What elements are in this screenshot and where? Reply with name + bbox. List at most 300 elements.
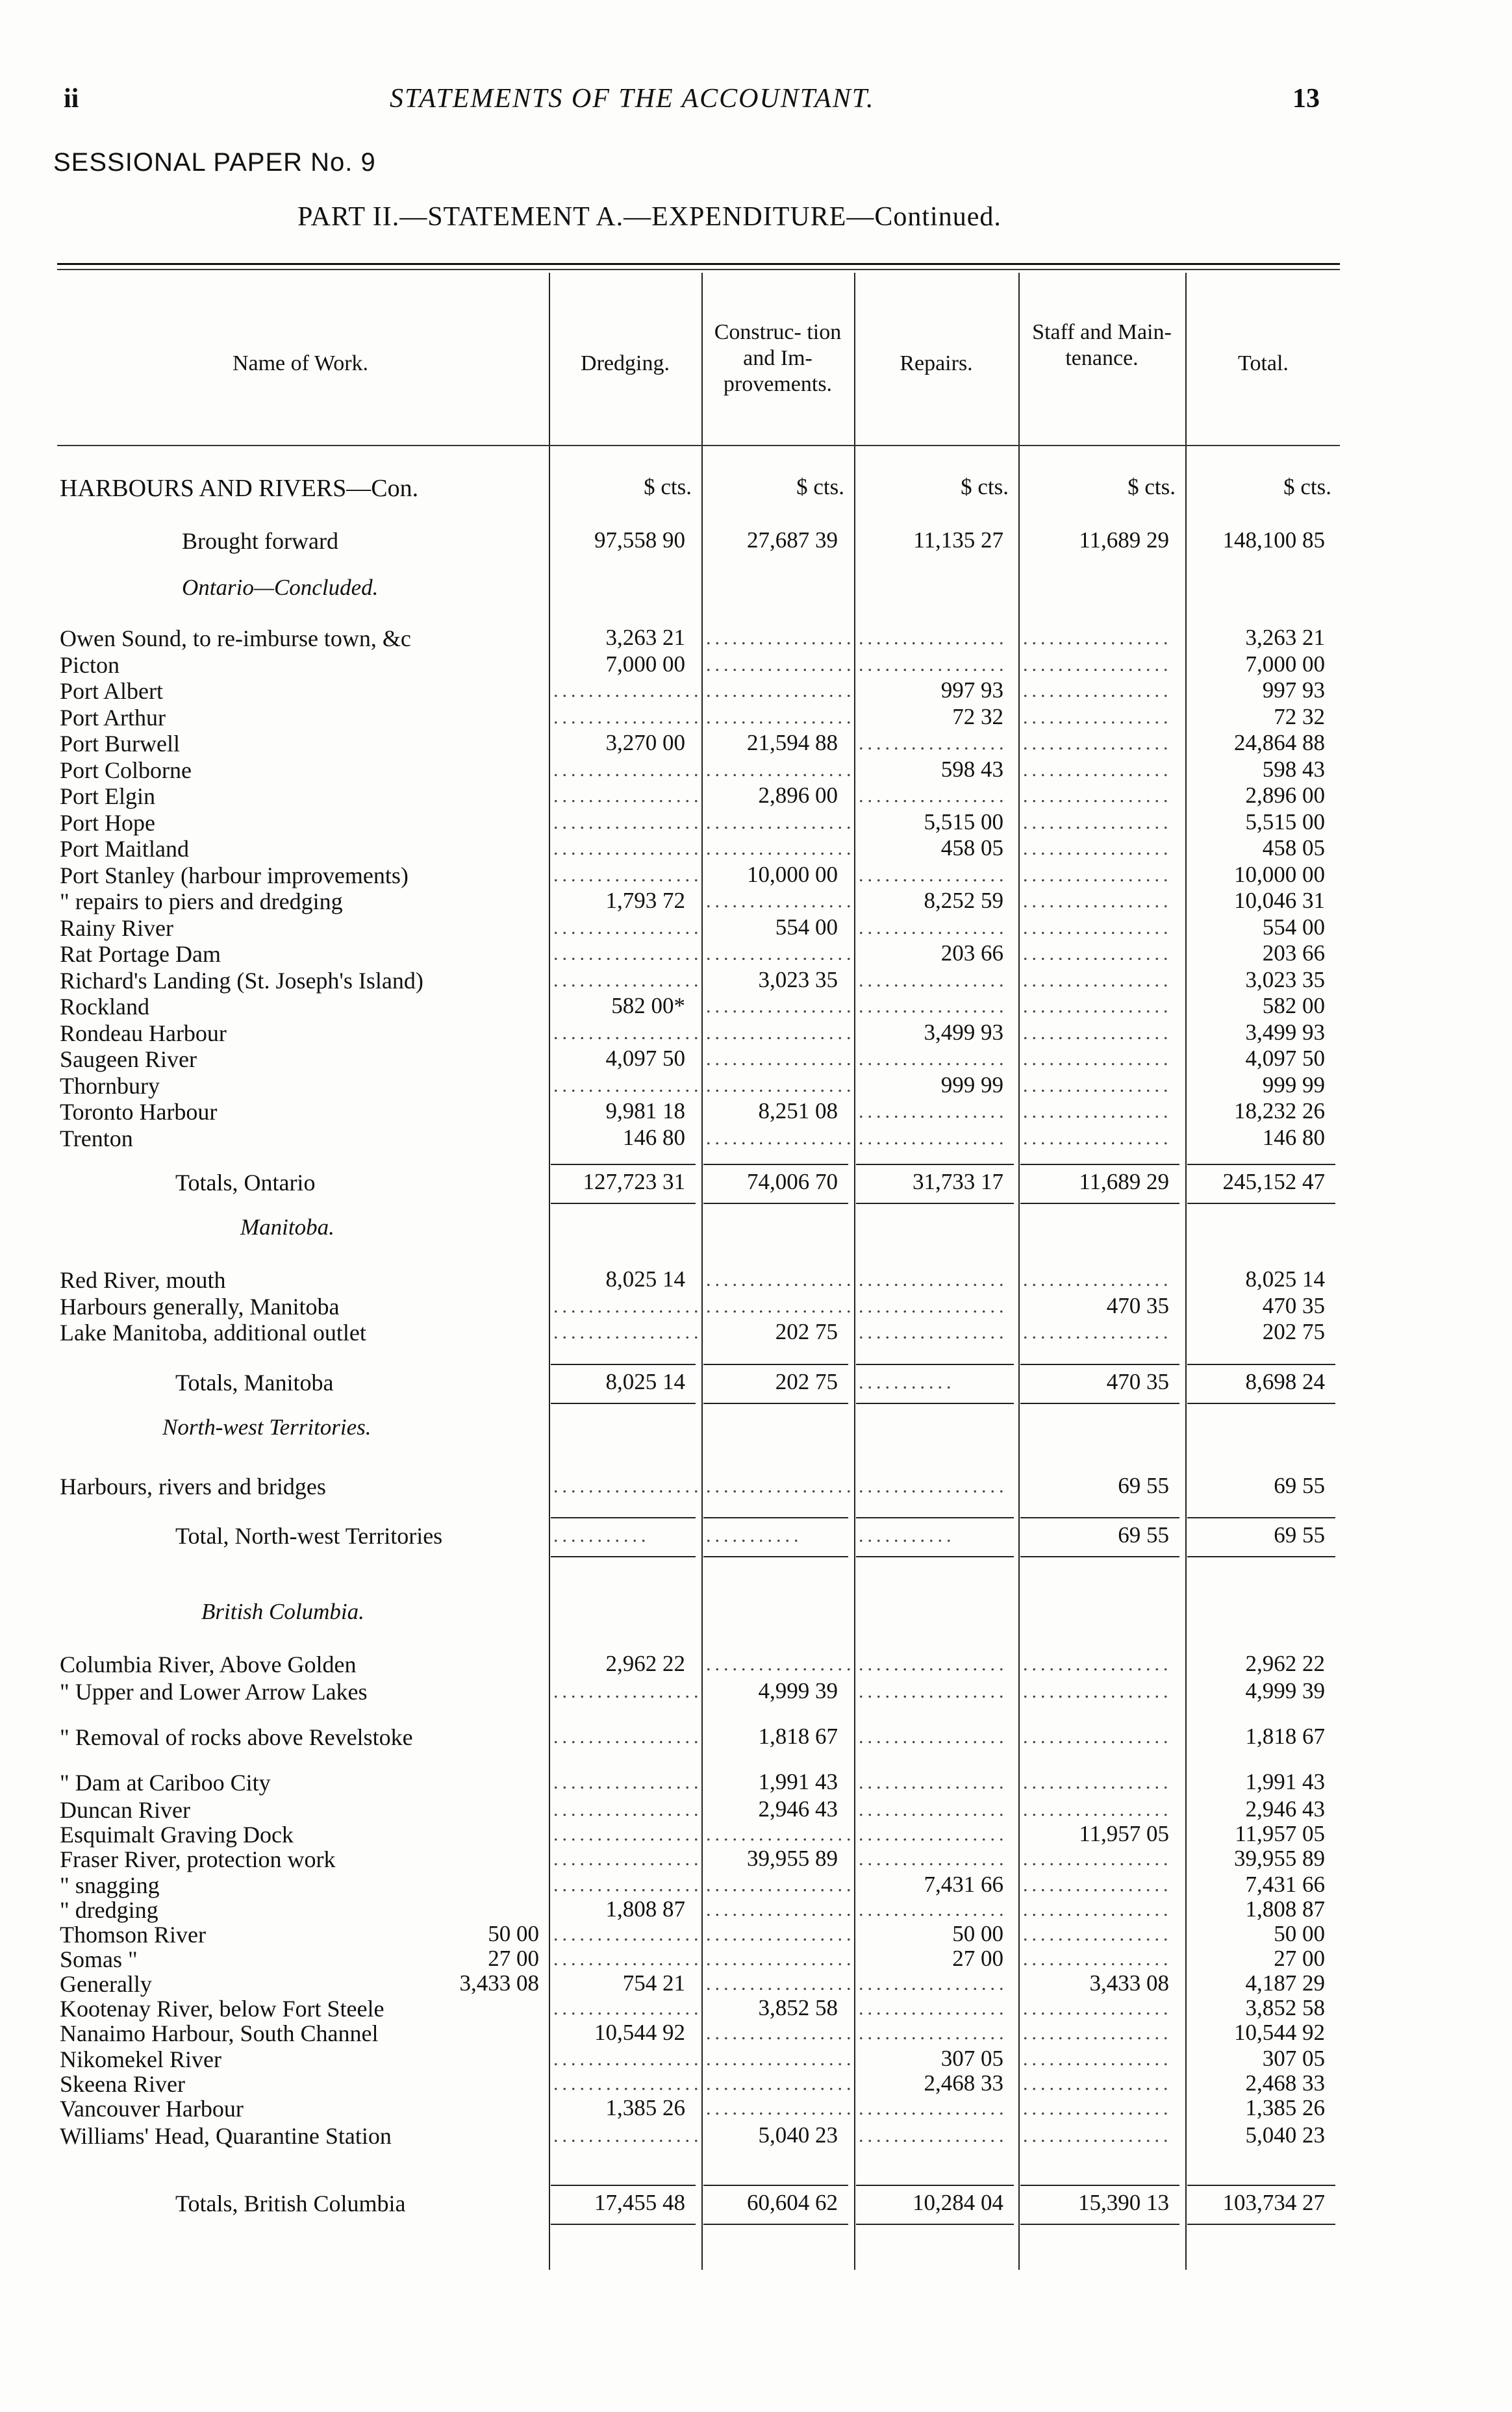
unit-label: $ cts. [644, 474, 692, 499]
row-total: 3,263 21 [1245, 625, 1325, 650]
row-name: " snagging [60, 1872, 160, 1898]
leader-dots: ................. [553, 838, 703, 859]
leader-dots: ................. [1023, 916, 1172, 938]
row-construction: 10,000 00 [747, 861, 838, 887]
row-staff: 69 55 [1118, 1473, 1169, 1498]
row-total: 5,515 00 [1245, 809, 1325, 835]
leader-dots: ................. [1023, 2098, 1172, 2119]
total-rule [856, 1164, 1014, 1165]
leader-dots: ................. [553, 811, 703, 833]
total-rule-bottom [703, 1556, 848, 1557]
section-heading-ontario: Ontario—Concluded. [182, 575, 379, 600]
leader-dots: ................. [1023, 2073, 1172, 2094]
row-dredging: 7,000 00 [605, 651, 685, 677]
top-rule-thin [57, 269, 1340, 270]
column-header-construction: Construc- tion and Im- provements. [714, 320, 842, 396]
row-total: 2,962 22 [1245, 1651, 1325, 1676]
leader-dots: ................. [1023, 733, 1172, 754]
total-rule-bottom [856, 2224, 1014, 2225]
row-dredging: 10,544 92 [594, 2020, 685, 2045]
brought-forward-dredging: 97,558 90 [594, 527, 685, 553]
total-dredging: 127,723 31 [583, 1169, 685, 1194]
leader-dots: ........... [859, 1525, 955, 1546]
total-total: 103,734 27 [1222, 2190, 1325, 2215]
total-rule-bottom [551, 1556, 696, 1557]
section-total-label: Total, North-west Territories [175, 1523, 443, 1549]
leader-dots: ................. [706, 653, 855, 675]
leader-dots: ................. [706, 680, 855, 701]
row-name: Vancouver Harbour [60, 2096, 244, 2122]
total-rule-bottom [1020, 1203, 1179, 1204]
row-repairs: 72 32 [952, 703, 1003, 729]
row-name: Port Hope [60, 809, 155, 836]
leader-dots: ................. [553, 2073, 703, 2094]
row-dredging: 9,981 18 [605, 1098, 685, 1124]
total-total: 245,152 47 [1222, 1169, 1325, 1194]
row-total: 10,046 31 [1234, 888, 1325, 913]
row-total: 999 99 [1262, 1072, 1325, 1098]
total-rule-bottom [1187, 2224, 1335, 2225]
leader-dots: ................. [859, 1824, 1008, 1845]
row-total: 7,000 00 [1245, 651, 1325, 677]
section-total-label: Totals, Manitoba [175, 1370, 334, 1396]
row-total: 1,818 67 [1245, 1724, 1325, 1749]
leader-dots: ................. [859, 1973, 1008, 1994]
column-header-total: Total. [1238, 351, 1289, 375]
leader-dots: ................. [1023, 1022, 1172, 1044]
row-total: 203 66 [1262, 940, 1325, 966]
leader-dots: ................. [553, 1998, 703, 2019]
leader-dots: ................. [553, 1322, 703, 1343]
brought-forward-label: Brought forward [182, 528, 338, 554]
leader-dots: ................. [859, 785, 1008, 807]
unit-label: $ cts. [1283, 474, 1331, 499]
row-name: Somas " [60, 1946, 138, 1972]
column-header-name: Name of Work. [232, 351, 369, 375]
total-rule-bottom [703, 1403, 848, 1404]
leader-dots: ................. [1023, 1848, 1172, 1870]
row-dredging: 2,962 22 [605, 1651, 685, 1676]
leader-dots: ................. [859, 1127, 1008, 1149]
leader-dots: ................. [553, 1948, 703, 1970]
total-rule [1020, 2185, 1179, 2186]
row-total: 4,097 50 [1245, 1046, 1325, 1071]
section-heading-bc: British Columbia. [201, 1599, 364, 1624]
total-construction: 202 75 [775, 1369, 838, 1394]
row-inner-amount: 50 00 [488, 1921, 539, 1946]
total-rule-bottom [703, 1203, 848, 1204]
row-construction: 8,251 08 [758, 1098, 838, 1124]
leader-dots: ................. [859, 1322, 1008, 1343]
leader-dots: ................. [706, 838, 855, 859]
leader-dots: ................. [553, 1799, 703, 1820]
leader-dots: ................. [1023, 759, 1172, 781]
row-total: 39,955 89 [1234, 1846, 1325, 1871]
leader-dots: ................. [553, 759, 703, 781]
col-divider [1018, 273, 1020, 2270]
row-name: Rat Portage Dam [60, 941, 221, 967]
leader-dots: ................. [706, 1476, 855, 1497]
unit-label: $ cts. [961, 474, 1009, 499]
row-total: 18,232 26 [1234, 1098, 1325, 1124]
row-repairs: 27 00 [952, 1946, 1003, 1971]
leader-dots: ................. [706, 890, 855, 912]
leader-dots: ................. [553, 1824, 703, 1845]
row-repairs: 3,499 93 [924, 1019, 1003, 1045]
leader-dots: ................. [1023, 653, 1172, 675]
row-repairs: 997 93 [940, 677, 1003, 703]
row-total: 2,896 00 [1245, 783, 1325, 808]
row-repairs: 8,252 59 [924, 888, 1003, 913]
leader-dots: ................. [553, 1848, 703, 1870]
leader-dots: ................. [553, 1074, 703, 1096]
row-total: 69 55 [1274, 1473, 1325, 1498]
section-heading-manitoba: Manitoba. [240, 1214, 334, 1240]
row-total: 307 05 [1262, 2046, 1325, 2071]
leader-dots: ................. [706, 1824, 855, 1845]
row-total: 458 05 [1262, 835, 1325, 861]
row-total: 3,852 58 [1245, 1995, 1325, 2020]
leader-dots: ................. [553, 1772, 703, 1793]
leader-dots: ................. [706, 2098, 855, 2119]
unit-label: $ cts. [796, 474, 844, 499]
leader-dots: ................. [706, 1269, 855, 1290]
leader-dots: ................. [1023, 1681, 1172, 1702]
leader-dots: ................. [859, 2098, 1008, 2119]
total-rule-bottom [856, 1556, 1014, 1557]
leader-dots: ................. [859, 1048, 1008, 1070]
leader-dots: ................. [1023, 627, 1172, 649]
leader-dots: ................. [553, 1295, 703, 1317]
total-dredging: 17,455 48 [594, 2190, 685, 2215]
total-rule-bottom [1187, 1556, 1335, 1557]
leader-dots: ................. [859, 2125, 1008, 2146]
row-name: Rondeau Harbour [60, 1020, 227, 1046]
row-construction: 5,040 23 [758, 2122, 838, 2148]
running-title: STATEMENTS OF THE ACCOUNTANT. [390, 84, 875, 114]
row-total: 50 00 [1274, 1921, 1325, 1946]
leader-dots: ................. [706, 1973, 855, 1994]
total-rule [856, 2185, 1014, 2186]
row-name: " dredging [60, 1897, 158, 1923]
leader-dots: ................. [859, 1101, 1008, 1122]
leader-dots: ................. [1023, 1924, 1172, 1945]
leader-dots: ................. [553, 916, 703, 938]
leader-dots: ................. [706, 1295, 855, 1317]
top-rule [57, 263, 1340, 265]
total-rule [703, 1164, 848, 1165]
total-rule [856, 1364, 1014, 1365]
total-repairs: 10,284 04 [913, 2190, 1003, 2215]
row-construction: 2,896 00 [758, 783, 838, 808]
leader-dots: ................. [859, 1726, 1008, 1748]
row-total: 1,808 87 [1245, 1896, 1325, 1922]
leader-dots: ................. [706, 1022, 855, 1044]
leader-dots: ................. [859, 1269, 1008, 1290]
leader-dots: ................. [553, 1726, 703, 1748]
row-name: Richard's Landing (St. Joseph's Island) [60, 967, 423, 994]
total-construction: 60,604 62 [747, 2190, 838, 2215]
row-total: 1,991 43 [1245, 1769, 1325, 1794]
row-repairs: 598 43 [940, 756, 1003, 782]
leader-dots: ................. [1023, 1048, 1172, 1070]
total-construction: 74,006 70 [747, 1169, 838, 1194]
row-construction: 1,818 67 [758, 1724, 838, 1749]
col-divider [1185, 273, 1187, 2270]
total-total: 8,698 24 [1245, 1369, 1325, 1394]
total-repairs: 31,733 17 [913, 1169, 1003, 1194]
leader-dots: ................. [706, 627, 855, 649]
row-repairs: 458 05 [940, 835, 1003, 861]
row-name: Port Albert [60, 678, 163, 704]
row-total: 8,025 14 [1245, 1266, 1325, 1292]
col-divider [549, 273, 550, 2270]
section-total-label: Totals, British Columbia [175, 2191, 406, 2217]
row-dredging: 8,025 14 [605, 1266, 685, 1292]
row-name: Owen Sound, to re-imburse town, &c [60, 625, 411, 651]
total-rule-bottom [1187, 1403, 1335, 1404]
col-divider [701, 273, 703, 2270]
row-construction: 554 00 [775, 914, 838, 940]
leader-dots: ................. [859, 916, 1008, 938]
leader-dots: ................. [1023, 1322, 1172, 1343]
row-staff: 470 35 [1106, 1292, 1169, 1318]
leader-dots: ................. [859, 1476, 1008, 1497]
row-construction: 21,594 88 [747, 730, 838, 755]
leader-dots: ................. [706, 2022, 855, 2044]
leader-dots: ................. [859, 733, 1008, 754]
row-total: 1,385 26 [1245, 2095, 1325, 2120]
total-rule-bottom [1020, 2224, 1179, 2225]
leader-dots: ................. [706, 1127, 855, 1149]
row-total: 4,187 29 [1245, 1970, 1325, 1996]
leader-dots: ................. [706, 1899, 855, 1920]
row-total: 146 80 [1262, 1124, 1325, 1150]
leader-dots: ................. [1023, 1799, 1172, 1820]
leader-dots: ................. [706, 943, 855, 964]
sessional-paper-label: SESSIONAL PAPER No. 9 [53, 148, 376, 177]
row-name: Lake Manitoba, additional outlet [60, 1320, 366, 1346]
leader-dots: ................. [706, 996, 855, 1017]
leader-dots: ................. [1023, 890, 1172, 912]
row-name: Thornbury [60, 1072, 160, 1099]
row-total: 27 00 [1274, 1946, 1325, 1971]
row-staff: 3,433 08 [1089, 1970, 1169, 1996]
row-total: 2,468 33 [1245, 2070, 1325, 2096]
leader-dots: ........... [859, 1372, 955, 1393]
row-name: Esquimalt Graving Dock [60, 1822, 294, 1848]
leader-dots: ................. [859, 1998, 1008, 2019]
row-dredging: 582 00* [611, 993, 685, 1018]
row-total: 7,431 66 [1245, 1872, 1325, 1897]
row-dredging: 1,793 72 [605, 888, 685, 913]
row-name: " repairs to piers and dredging [60, 888, 343, 914]
total-staff: 69 55 [1118, 1522, 1169, 1548]
row-total: 10,544 92 [1234, 2020, 1325, 2045]
row-total: 3,499 93 [1245, 1019, 1325, 1045]
row-total: 997 93 [1262, 677, 1325, 703]
total-staff: 15,390 13 [1078, 2190, 1169, 2215]
row-name: Red River, mouth [60, 1267, 226, 1293]
row-inner-amount: 3,433 08 [459, 1970, 539, 1996]
leader-dots: ................. [859, 864, 1008, 886]
row-name: Fraser River, protection work [60, 1846, 336, 1872]
row-dredging: 1,385 26 [605, 2095, 685, 2120]
row-name: Nanaimo Harbour, South Channel [60, 2020, 379, 2046]
leader-dots: ................. [706, 1924, 855, 1945]
total-rule-bottom [551, 1403, 696, 1404]
total-rule [551, 1164, 696, 1165]
leader-dots: ................. [1023, 996, 1172, 1017]
row-name: " Upper and Lower Arrow Lakes [60, 1679, 368, 1705]
row-total: 5,040 23 [1245, 2122, 1325, 2148]
leader-dots: ................. [553, 2048, 703, 2070]
column-header-dredging: Dredging. [581, 351, 670, 375]
row-dredging: 4,097 50 [605, 1046, 685, 1071]
leader-dots: ................. [859, 1772, 1008, 1793]
leader-dots: ................. [553, 969, 703, 991]
total-rule [1020, 1364, 1179, 1365]
leader-dots: ................. [706, 811, 855, 833]
row-name: " Dam at Cariboo City [60, 1770, 271, 1796]
leader-dots: ................. [859, 969, 1008, 991]
row-name: Trenton [60, 1125, 133, 1151]
brought-forward-repairs: 11,135 27 [913, 527, 1003, 553]
column-header-staff: Staff and Main- tenance. [1032, 320, 1172, 370]
leader-dots: ........... [706, 1525, 803, 1546]
total-rule [1187, 2185, 1335, 2186]
row-name: Port Elgin [60, 783, 156, 809]
total-rule [856, 1517, 1014, 1518]
unit-label: $ cts. [1128, 474, 1176, 499]
leader-dots: ................. [859, 627, 1008, 649]
row-name: Harbours generally, Manitoba [60, 1293, 340, 1320]
row-repairs: 203 66 [940, 940, 1003, 966]
row-name: Williams' Head, Quarantine Station [60, 2123, 392, 2149]
row-total: 3,023 35 [1245, 966, 1325, 992]
brought-forward-construction: 27,687 39 [747, 527, 838, 553]
row-total: 202 75 [1262, 1319, 1325, 1344]
leader-dots: ................. [1023, 1726, 1172, 1748]
leader-dots: ................. [1023, 706, 1172, 728]
leader-dots: ................. [859, 1653, 1008, 1675]
leader-dots: ................. [1023, 1653, 1172, 1675]
leader-dots: ................. [1023, 864, 1172, 886]
row-total: 554 00 [1262, 914, 1325, 940]
leader-dots: ................. [1023, 2048, 1172, 2070]
row-inner-amount: 27 00 [488, 1946, 539, 1971]
leader-dots: ................. [1023, 969, 1172, 991]
leader-dots: ................. [859, 1799, 1008, 1820]
total-rule [551, 1517, 696, 1518]
row-name: Port Burwell [60, 731, 180, 757]
leader-dots: ................. [553, 1924, 703, 1945]
leader-dots: ................. [1023, 943, 1172, 964]
leader-dots: ................. [706, 759, 855, 781]
total-rule [1187, 1517, 1335, 1518]
leader-dots: ................. [1023, 838, 1172, 859]
page-marker: ii [64, 84, 79, 114]
row-repairs: 50 00 [952, 1921, 1003, 1946]
leader-dots: ................. [859, 653, 1008, 675]
leader-dots: ................. [859, 1899, 1008, 1920]
total-rule-bottom [856, 1203, 1014, 1204]
total-rule [703, 2185, 848, 2186]
leader-dots: ................. [706, 1874, 855, 1896]
column-header-repairs: Repairs. [900, 351, 973, 375]
leader-dots: ................. [553, 785, 703, 807]
brought-forward-total: 148,100 85 [1222, 527, 1325, 553]
row-repairs: 7,431 66 [924, 1872, 1003, 1897]
row-total: 10,000 00 [1234, 861, 1325, 887]
total-dredging: 8,025 14 [605, 1369, 685, 1394]
row-name: Picton [60, 651, 120, 678]
row-staff: 11,957 05 [1079, 1821, 1169, 1846]
total-rule-bottom [1187, 1203, 1335, 1204]
leader-dots: ................. [1023, 1998, 1172, 2019]
row-name: Generally [60, 1971, 152, 1997]
row-total: 598 43 [1262, 756, 1325, 782]
leader-dots: ................. [553, 864, 703, 886]
brought-forward-staff: 11,689 29 [1079, 527, 1169, 553]
leader-dots: ................. [553, 1681, 703, 1702]
row-name: Port Arthur [60, 704, 166, 731]
leader-dots: ................. [859, 1848, 1008, 1870]
row-name: Duncan River [60, 1797, 190, 1823]
section-total-label: Totals, Ontario [175, 1170, 316, 1196]
leader-dots: ................. [553, 2125, 703, 2146]
total-rule-bottom [551, 1203, 696, 1204]
total-rule-bottom [1020, 1403, 1179, 1404]
row-construction: 1,991 43 [758, 1769, 838, 1794]
leader-dots: ................. [1023, 1127, 1172, 1149]
leader-dots: ................. [1023, 1269, 1172, 1290]
row-name: Thomson River [60, 1922, 206, 1948]
leader-dots: ................. [859, 996, 1008, 1017]
row-name: Rainy River [60, 914, 173, 941]
row-repairs: 5,515 00 [924, 809, 1003, 835]
header-rule [57, 445, 1340, 446]
leader-dots: ................. [553, 1476, 703, 1497]
section-heading-northwest: North-west Territories. [162, 1414, 372, 1440]
row-dredging: 754 21 [622, 1970, 685, 1996]
total-rule [1020, 1164, 1179, 1165]
leader-dots: ................. [1023, 680, 1172, 701]
total-rule [703, 1517, 848, 1518]
row-name: Skeena River [60, 2071, 185, 2097]
row-name: Toronto Harbour [60, 1099, 218, 1125]
leader-dots: ................. [706, 2073, 855, 2094]
statement-title: PART II.—STATEMENT A.—EXPENDITURE—Continued. [297, 202, 1002, 232]
row-total: 72 32 [1274, 703, 1325, 729]
row-total: 4,999 39 [1245, 1678, 1325, 1703]
row-dredging: 3,270 00 [605, 730, 685, 755]
row-construction: 39,955 89 [747, 1846, 838, 1871]
total-rule-bottom [703, 2224, 848, 2225]
leader-dots: ................. [553, 1022, 703, 1044]
row-name: " Removal of rocks above Revelstoke [60, 1724, 413, 1750]
total-rule [1187, 1164, 1335, 1165]
total-rule [1187, 1364, 1335, 1365]
total-rule-bottom [1020, 1556, 1179, 1557]
row-total: 470 35 [1262, 1292, 1325, 1318]
leader-dots: ................. [1023, 2125, 1172, 2146]
leader-dots: ................. [1023, 811, 1172, 833]
leader-dots: ................. [859, 1681, 1008, 1702]
leader-dots: ................. [1023, 1899, 1172, 1920]
leader-dots: ................. [706, 2048, 855, 2070]
row-repairs: 2,468 33 [924, 2070, 1003, 2096]
